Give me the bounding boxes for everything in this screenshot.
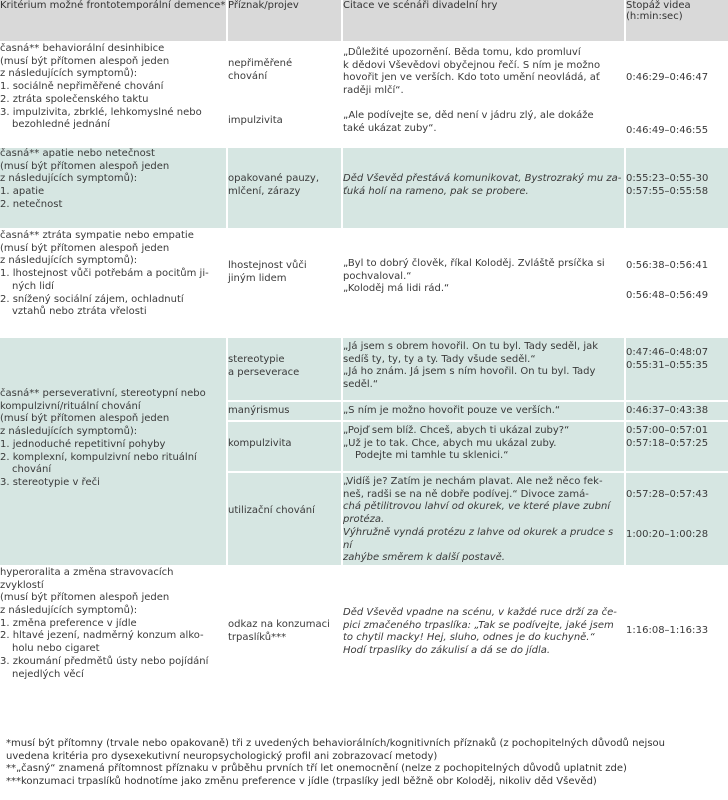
criterion-line: 2. netečnost bbox=[0, 198, 63, 210]
timestamp: 0:57:55–0:55:58 bbox=[626, 185, 709, 197]
header-citation: Citace ve scénáři divadelní hry bbox=[342, 0, 625, 42]
criterion-cell bbox=[0, 42, 227, 147]
timestamp: 0:55:31–0:55:35 bbox=[626, 359, 709, 371]
symptom-text: stereotypie bbox=[228, 354, 285, 365]
timestamp: 1:00:20–1:00:28 bbox=[626, 528, 709, 540]
citation-line: protéza. bbox=[343, 514, 385, 526]
citation-line: Podejte mi tamhle tu sklenici.“ bbox=[355, 450, 509, 462]
criterion-cell bbox=[0, 147, 227, 229]
citation-cell bbox=[342, 337, 625, 401]
criterion-line: (musí být přítomen alespoň jeden bbox=[0, 592, 170, 604]
criterion-line: vztahů nebo ztráta vřelosti bbox=[12, 306, 147, 318]
symptom-cell bbox=[227, 566, 342, 709]
timestamp: 0:46:49–0:46:55 bbox=[626, 124, 709, 136]
citation-line: to chytil macky! Hej, sluho, odnes je do kuchyně.“ bbox=[343, 632, 595, 644]
table-row bbox=[0, 42, 728, 147]
citation-line: „Já jsem s obrem hovořil. On tu byl. Tady seděl, jak bbox=[343, 341, 599, 352]
timestamp-cell bbox=[625, 42, 728, 147]
citation-line: k dědovi Vševědovi obyčejnou řečí. S ním je možno bbox=[343, 59, 601, 71]
citation-line: „Vidíš je? Zatím je nechám plavat. Ale než něco fek- bbox=[343, 476, 603, 487]
citation-line: raději mlčí“. bbox=[343, 85, 404, 97]
table-row bbox=[0, 566, 728, 709]
criterion-line: (musí být přítomen alespoň jeden bbox=[0, 160, 170, 172]
footnotes bbox=[0, 738, 728, 788]
criterion-line: 2. hltavé jezení, nadměrný konzum alko- bbox=[0, 630, 204, 642]
citation-line: Děd Vševěd přestává komunikovat, Bystrozraký mu za- bbox=[343, 173, 622, 184]
symptom-text: a perseverace bbox=[228, 366, 300, 378]
timestamp-cell bbox=[625, 229, 728, 337]
citation-line: Výhružně vyndá protézu z lahve od okurek a prudce s ní bbox=[343, 526, 614, 551]
citation-line: také ukázat zuby“. bbox=[343, 122, 437, 134]
symptom-text: trpaslíků*** bbox=[228, 631, 287, 643]
criterion-line: (musí být přítomen alespoň jeden bbox=[0, 55, 170, 67]
criterion-line: 3. zkoumání předmětů ústy nebo pojídání bbox=[0, 655, 209, 667]
criterion-line: z následujících symptomů): bbox=[0, 426, 138, 438]
timestamp-cell bbox=[625, 566, 728, 709]
symptom-cell bbox=[227, 472, 342, 566]
criterion-line: 1. sociálně nepřiměřené chování bbox=[0, 81, 164, 93]
citation-line: „Důležité upozornění. Běda tomu, kdo promluví bbox=[343, 47, 581, 58]
criterion-line: 3. stereotypie v řeči bbox=[0, 476, 100, 488]
symptom-cell bbox=[227, 401, 342, 421]
timestamp: 0:47:46–0:48:07 bbox=[626, 347, 709, 358]
table-row bbox=[0, 337, 728, 401]
citation-line: „Byl to dobrý člověk, říkal Koloděj. Zvláště prsíčka si bbox=[343, 258, 605, 269]
timestamp: 1:16:08–1:16:33 bbox=[626, 624, 709, 636]
criterion-line: z následujících symptomů): bbox=[0, 173, 138, 185]
citation-line: „Ale podívejte se, děd není v jádru zlý, ale dokáže bbox=[343, 109, 594, 121]
criterion-line: holu nebo cigaret bbox=[12, 643, 100, 655]
symptom-cell bbox=[227, 337, 342, 401]
timestamp: 0:46:37–0:43:38 bbox=[626, 405, 709, 416]
symptom-text: opakované pauzy, mlčení, zárazy bbox=[228, 173, 320, 197]
footnote: ***konzumaci trpaslíků hodnotíme jako změnu preference v jídle (trpaslíky jedl běžně obr Koloděj, nikoliv děd Vševěd) bbox=[6, 775, 597, 787]
timestamp: 0:56:38–0:56:41 bbox=[626, 260, 709, 271]
criterion-line: časná** behaviorální desinhibice bbox=[0, 43, 165, 54]
citation-line: Děd Vševěd vpadne na scénu, v každé ruce drží za če- bbox=[343, 606, 617, 618]
citation-cell bbox=[342, 566, 625, 709]
symptom-cell bbox=[227, 42, 342, 147]
criterion-line: časná** ztráta sympatie nebo empatie bbox=[0, 230, 194, 241]
criterion-line: z následujících symptomů): bbox=[0, 605, 138, 617]
criterion-line: z následujících symptomů): bbox=[0, 68, 138, 80]
header-symptom: Příznak/projev bbox=[227, 0, 342, 42]
symptom-text: odkaz na konzumaci bbox=[228, 618, 330, 630]
symptom-cell bbox=[227, 229, 342, 337]
criterion-line: hyperoralita a změna stravovacích bbox=[0, 566, 174, 578]
timestamp-cell bbox=[625, 472, 728, 566]
citation-line: hovořit jen ve verších. Kdo toto umění neovládá, ať bbox=[343, 72, 600, 84]
timestamp: 0:55:23–0:55-30 bbox=[626, 173, 709, 184]
citation-line: „Já ho znám. Já jsem s ním hovořil. On tu byl. Tady bbox=[343, 366, 596, 378]
citation-cell bbox=[342, 147, 625, 229]
timestamp-cell bbox=[625, 421, 728, 472]
criterion-line: 2. komplexní, kompulzivní nebo rituální bbox=[0, 451, 197, 463]
citation-line: „Koloděj má lidi rád.“ bbox=[343, 283, 450, 295]
timestamp: 0:57:00–0:57:01 bbox=[626, 425, 709, 436]
timestamp: 0:57:18–0:57:25 bbox=[626, 437, 709, 449]
citation-cell bbox=[342, 421, 625, 472]
citation-line: pochvaloval.“ bbox=[343, 270, 412, 282]
citation-line: „Už je to tak. Chce, abych mu ukázal zuby. bbox=[343, 437, 557, 449]
criterion-line: nejedlých věcí bbox=[12, 668, 84, 680]
criterion-line: (musí být přítomen alespoň jeden bbox=[0, 413, 170, 425]
citation-line: zahýbe směrem k další postavě. bbox=[343, 552, 505, 564]
symptom-text: kompulzivita bbox=[228, 438, 292, 449]
symptom-text: impulzivita bbox=[228, 115, 283, 127]
header-criterion: Kritérium možné frontotemporální demence* bbox=[0, 0, 227, 42]
symptom-text: lhostejnost vůči jiným lidem bbox=[228, 260, 307, 284]
criterion-cell bbox=[0, 566, 227, 709]
citation-cell bbox=[342, 229, 625, 337]
timestamp: 0:46:29–0:46:47 bbox=[626, 72, 709, 83]
criterion-line: chování bbox=[12, 464, 52, 476]
table-row bbox=[0, 229, 728, 337]
citation-line: ťuká holí na rameno, pak se probere. bbox=[343, 185, 529, 197]
citation-line: pici zmačeného trpaslíka: „Tak se podívejte, jaké jsem bbox=[343, 619, 614, 631]
criterion-line: 2. ztráta společenského taktu bbox=[0, 93, 149, 105]
criterion-line: 1. lhostejnost vůči potřebám a pocitům ji- bbox=[0, 268, 209, 280]
citation-line: neš, radši se na ně dobře podívej.“ Divoce zamá- bbox=[343, 488, 589, 500]
criterion-line: časná** perseverativní, stereotypní nebo bbox=[0, 388, 206, 399]
symptom-cell bbox=[227, 421, 342, 472]
table-header-row bbox=[0, 0, 728, 42]
header-timestamp: Stopáž videa (h:min:sec) bbox=[625, 0, 728, 42]
criterion-line: z následujících symptomů): bbox=[0, 255, 138, 267]
citation-line: chá pětilitrovou lahví od okurek, ve které plave zubní bbox=[343, 501, 611, 513]
criterion-line: zvyklostí bbox=[0, 579, 44, 591]
symptom-cell bbox=[227, 147, 342, 229]
criterion-line: 3. impulzivita, zbrklé, lehkomyslné nebo bbox=[0, 106, 202, 118]
criterion-line: 1. změna preference v jídle bbox=[0, 617, 137, 629]
criterion-line: (musí být přítomen alespoň jeden bbox=[0, 242, 170, 254]
citation-cell bbox=[342, 42, 625, 147]
criterion-line: 1. apatie bbox=[0, 186, 45, 198]
criterion-line: bezohledné jednání bbox=[12, 119, 111, 131]
citation-cell bbox=[342, 401, 625, 421]
timestamp-cell bbox=[625, 401, 728, 421]
footnote: *musí být přítomny (trvale nebo opakovaně) tři z uvedených behaviorálních/kognitivních příznaků (z pochopitelných důvodů nejsou bbox=[6, 738, 665, 749]
citation-line: „Pojď sem blíž. Chceš, abych ti ukázal zuby?“ bbox=[343, 425, 570, 436]
symptom-text: utilizační chování bbox=[228, 505, 315, 516]
criterion-line: ných lidí bbox=[12, 280, 54, 292]
symptom-text: nepřiměřené chování bbox=[228, 58, 293, 82]
citation-line: seděl.“ bbox=[343, 379, 378, 391]
symptom-text: manýrismus bbox=[228, 405, 290, 416]
criterion-line: 2. snížený sociální zájem, ochladnutí bbox=[0, 293, 184, 305]
citation-cell bbox=[342, 472, 625, 566]
table-row bbox=[0, 147, 728, 229]
citation-line: Hodí trpaslíky do zákulisí a dá se do jídla. bbox=[343, 645, 551, 657]
timestamp-cell bbox=[625, 337, 728, 401]
timestamp: 0:56:48–0:56:49 bbox=[626, 289, 709, 301]
footnote: uvedena kritéria pro dysexekutivní neuropsychologický profil ani zobrazovací metody) bbox=[6, 750, 438, 762]
citation-line: „S ním je možno hovořit pouze ve verších.“ bbox=[343, 405, 561, 416]
timestamp: 0:57:28–0:57:43 bbox=[626, 489, 709, 500]
timestamp-cell bbox=[625, 147, 728, 229]
footnote: **„časný“ znamená přítomnost příznaku v průběhu prvních tří let onemocnění (nelze z pochopitelných důvodů uplatnit zde) bbox=[6, 763, 627, 774]
criterion-cell bbox=[0, 229, 227, 337]
criterion-line: kompulzivní/rituální chování bbox=[0, 400, 141, 412]
criterion-line: časná** apatie nebo netečnost bbox=[0, 148, 155, 159]
citation-line: sedíš ty, ty, ty a ty. Tady všude seděl.“ bbox=[343, 353, 536, 365]
criterion-cell bbox=[0, 337, 227, 566]
criterion-line: 1. jednoduché repetitivní pohyby bbox=[0, 438, 166, 450]
